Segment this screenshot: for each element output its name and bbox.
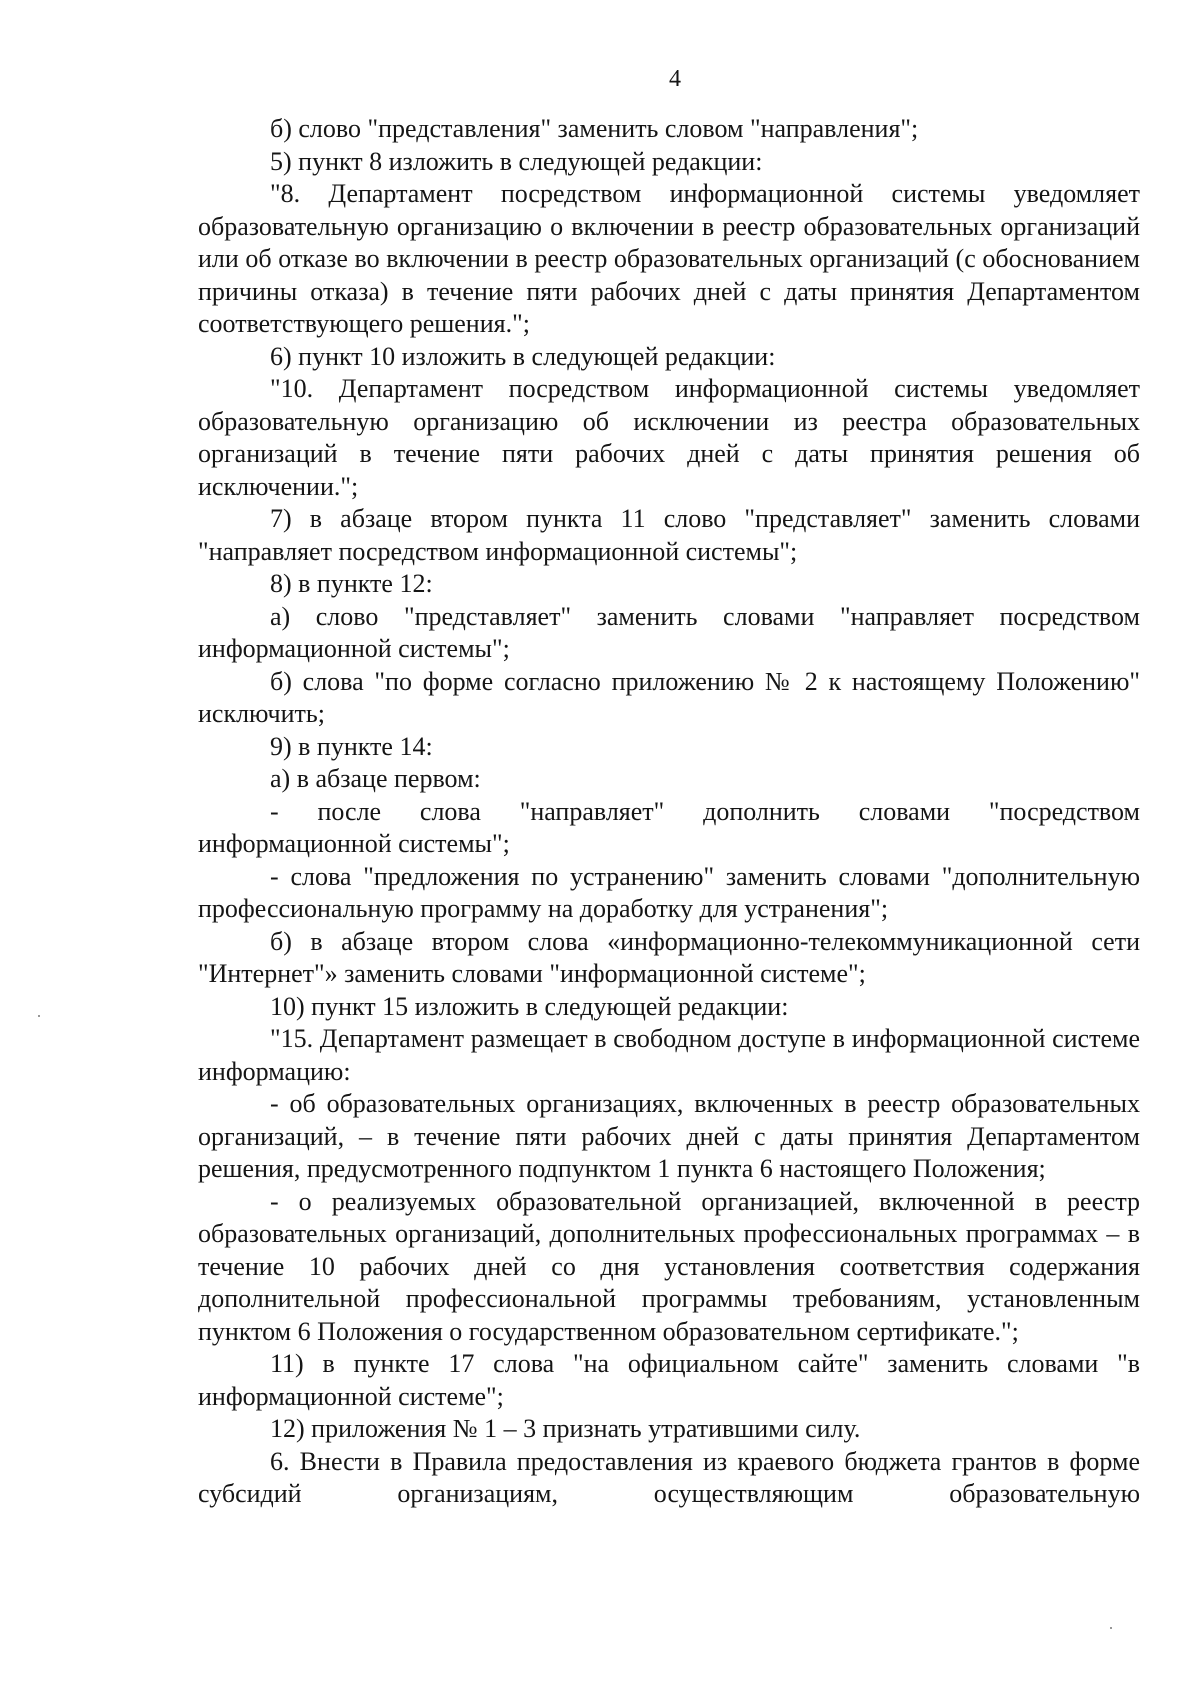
paragraph-14: б) в абзаце втором слова «информационно-телекоммуникационной сети "Интернет"» заменить словами "информационной системе";	[198, 926, 1140, 988]
paragraph-3: "8. Департамент посредством информационной системы уведомляет образовательную организацию о включении в реестр образовательных организаций или об отказе во включении в реестр образовательных организаций (с обоснованием причины отказа) в течение пяти рабочих дней с даты принятия Департаментом соответствующего решения.";	[198, 179, 1140, 338]
document-body	[198, 113, 1140, 1511]
paragraph-18: - о реализуемых образовательной организацией, включенной в реестр образовательных организаций, дополнительных профессиональных программах – в течение 10 рабочих дней со дня установления соответствия содержания дополнительной профессиональной программы требованиям, установленным пунктом 6 Положения о государственном образовательном сертификате.";	[198, 1186, 1140, 1346]
paragraph-17: - об образовательных организациях, включенных в реестр образовательных организаций, – в течение пяти рабочих дней с даты принятия Департаментом решения, предусмотренного подпунктом 1 пункта 6 настоящего Положения;	[198, 1089, 1140, 1183]
paragraph-5: "10. Департамент посредством информационной системы уведомляет образовательную организацию об исключении из реестра образовательных организаций в течение пяти рабочих дней с даты принятия решения об исключении.";	[198, 374, 1140, 501]
scan-speck	[1110, 1627, 1112, 1629]
paragraph-8: а) слово "представляет" заменить словами "направляет посредством информационной системы";	[198, 601, 1140, 663]
paragraph-21: 6. Внести в Правила предоставления из краевого бюджета грантов в форме субсидий организациям, осуществляющим образовательную	[198, 1446, 1140, 1508]
paragraph-6: 7) в абзаце втором пункта 11 слово "представляет" заменить словами "направляет посредством информационной системы";	[198, 504, 1140, 566]
paragraph-11: а) в абзаце первом:	[270, 764, 481, 793]
paragraph-4: 6) пункт 10 изложить в следующей редакции:	[270, 341, 776, 371]
page-number: 4	[669, 66, 681, 92]
paragraph-12: - после слова "направляет" дополнить словами "посредством информационной системы";	[198, 796, 1140, 858]
paragraph-9: б) слова "по форме согласно приложению № 2 к настоящему Положению" исключить;	[198, 666, 1140, 728]
paragraph-7: 8) в пункте 12:	[270, 569, 433, 598]
paragraph-20: 12) приложения № 1 – 3 признать утратившими силу.	[270, 1414, 861, 1443]
paragraph-2: 5) пункт 8 изложить в следующей редакции:	[270, 146, 763, 176]
paragraph-15: 10) пункт 15 изложить в следующей редакции:	[270, 991, 789, 1021]
paragraph-1: б) слово "представления" заменить словом "направления";	[270, 114, 919, 143]
paragraph-10: 9) в пункте 14:	[270, 731, 433, 761]
scan-speck	[38, 1015, 40, 1017]
paragraph-13: - слова "предложения по устранению" заменить словами "дополнительную профессиональную программу на доработку для устранения";	[198, 861, 1140, 923]
paragraph-16: "15. Департамент размещает в свободном доступе в информационной системе информацию:	[198, 1024, 1140, 1086]
paragraph-19: 11) в пункте 17 слова "на официальном сайте" заменить словами "в информационной системе";	[198, 1349, 1140, 1411]
